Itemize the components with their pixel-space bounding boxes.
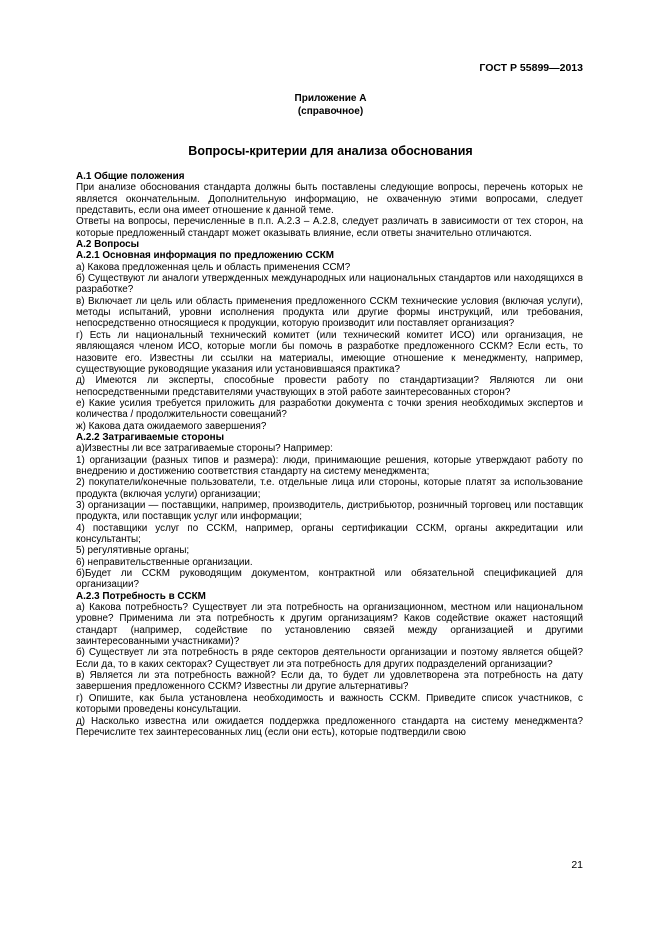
paragraph: 6) неправительственные организации. <box>76 556 253 568</box>
annex-title: Приложение А <box>294 93 367 104</box>
paragraph: а) Какова предложенная цель и область применения ССМ? <box>76 261 351 273</box>
paragraph: б)Будет ли ССКМ руководящим документом, контрактной или обязательной спецификацией для организации? <box>76 568 583 591</box>
paragraph: 4) поставщики услуг по ССКМ, например, органы сертификации ССКМ, органы аккредитации или консультанты; <box>76 522 583 545</box>
paragraph: ж) Какова дата ожидаемого завершения? <box>76 420 267 432</box>
paragraph: г) Есть ли национальный технический комитет (или технический комитет ИСО) или организация, не являющаяся членом ИСО, которые могли бы помочь в разработке предложенного ССКМ? Если есть, то назовите его. Известны ли ссылки на материалы, имеющие отношение к менеджменту, например, существующие руководящие указания или установившаяся практика? <box>76 329 583 375</box>
document-id: ГОСТ Р 55899—2013 <box>479 62 583 74</box>
section-heading: А.2.2 Затрагиваемые стороны <box>76 431 225 443</box>
paragraph: г) Опишите, как была установлена необходимость и важность ССКМ. Приведите список участников, с которыми проведены консультации. <box>76 692 583 716</box>
paragraph: Ответы на вопросы, перечисленные в п.п. А.2.3 – А.2.8, следует различать в зависимости от тех сторон, на которые предложенный стандарт может оказывать влияние, если ответы значительно отличаются. <box>76 216 583 239</box>
document-body <box>76 171 583 738</box>
paragraph: е) Какие усилия требуется приложить для разработки документа с точки зрения необходимых экспертов и количества / продолжительности совещаний? <box>76 397 583 421</box>
paragraph: При анализе обоснования стандарта должны быть поставлены следующие вопросы, перечень которых не является окончательным. Дополнительную информацию, не охваченную этими вопросами, следует представить, если она имеет отношение к данной теме. <box>76 182 583 217</box>
paragraph: 2) покупатели/конечные пользователи, т.е. отдельные лица или стороны, которые платят за использование продукта (включая услуги) организации; <box>76 477 583 500</box>
paragraph: 3) организации — поставщики, например, производитель, дистрибьютор, розничный торговец или поставщик продукта, или поставщик услуг или информации; <box>76 499 583 523</box>
annex-heading <box>0 92 661 118</box>
page-number: 21 <box>571 859 583 871</box>
paragraph: б) Существуют ли аналоги утвержденных международных или национальных стандартов или находящихся в разработке? <box>76 273 583 296</box>
section-heading: А.2.3 Потребность в ССКМ <box>76 590 206 602</box>
annex-subtitle: (справочное) <box>297 106 364 117</box>
main-title: Вопросы-критерии для анализа обоснования <box>188 144 473 158</box>
paragraph: 5) регулятивные органы; <box>76 545 190 557</box>
section-heading: А.2.1 Основная информация по предложению ССКМ <box>76 250 334 262</box>
paragraph: б) Существует ли эта потребность в ряде секторов деятельности организации и поэтому является общей? Если да, то в каких секторах? Существует ли эта потребность для других подразделений организации? <box>76 647 583 670</box>
paragraph: в) Включает ли цель или область применения предложенного ССКМ технические условия (включая услуги), методы испытаний, уровни исполнения продукта или другие формы инструкций, или требования, непосредственно относящиеся к продукции, которую производит или поставляет организация? <box>76 295 583 330</box>
section-heading: А.1 Общие положения <box>76 171 185 182</box>
paragraph: а)Известны ли все затрагиваемые стороны? Например: <box>76 443 333 455</box>
paragraph: а) Какова потребность? Существует ли эта потребность на организационном, местном или национальном уровне? Применима ли эта потребность к другим организациям? Каков содействие окажет настоящий стандарт (например, содействие по установлению связей между организацией и другими заинтересованными участниками)? <box>76 602 583 648</box>
paragraph: в) Является ли эта потребность важной? Если да, то будет ли удовлетворена эта потребность на дату завершения предложенного ССКМ? Известны ли другие альтернативы? <box>76 670 583 693</box>
paragraph: д) Имеются ли эксперты, способные провести работу по стандартизации? Являются ли они непосредственными представителями участвующих в этой работе заинтересованных сторон? <box>76 375 583 398</box>
paragraph: 1) организации (разных типов и размера): люди, принимающие решения, которые утверждают работу по внедрению и достижению соответствия стандарту на систему менеджмента; <box>76 454 583 477</box>
paragraph: д) Насколько известна или ожидается поддержка предложенного стандарта на систему менеджмента? Перечислите тех заинтересованных лиц (если они есть), которые подтвердили свою <box>76 715 583 738</box>
section-heading: А.2 Вопросы <box>76 239 140 251</box>
